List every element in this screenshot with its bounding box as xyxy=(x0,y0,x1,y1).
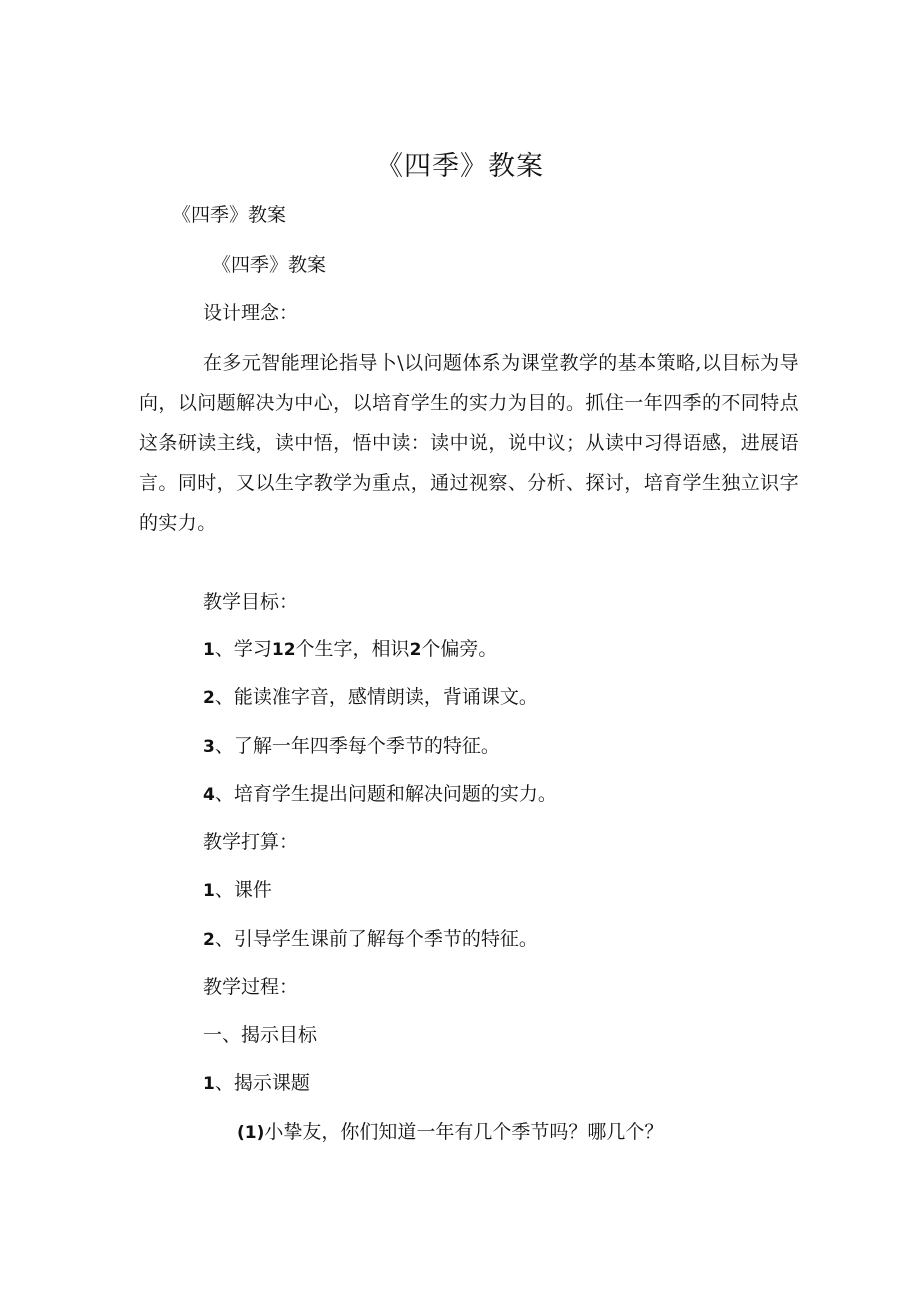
design-paragraph: 在多元智能理论指导卜\以问题体系为课堂教学的基本策略,以目标为导向，以问题解决为中心，以培育学生的实力为目的。抓住一年四季的不同特点这条研读主线，读中悟，悟中读：读中说，说中议；从读中习得语感，进展语言。同时，又以生字教学为重点，通过视察、分析、探讨，培育学生独立识字的实力。 xyxy=(139,352,799,534)
goal-1-number: 1 xyxy=(203,640,215,660)
goal-item-2 xyxy=(203,685,538,710)
prep-1-number: 1 xyxy=(203,881,215,901)
goal-3-number: 3 xyxy=(203,737,215,757)
prep-item-2 xyxy=(203,927,538,952)
section-1-heading: 一、揭示目标 xyxy=(203,1024,318,1046)
question-1 xyxy=(237,1120,663,1145)
goal-4-sep: 、 xyxy=(214,783,234,805)
step-1 xyxy=(203,1071,310,1096)
goal-1-text-c: 个偏旁。 xyxy=(421,638,498,660)
prep-2-text: 引导学生课前了解每个季节的特征。 xyxy=(233,928,538,950)
goal-2-sep: 、 xyxy=(214,686,234,708)
goal-1-text-a: 学习 xyxy=(233,638,272,660)
document-title: 《四季》教案 xyxy=(376,151,544,182)
subtitle-2: 《四季》教案 xyxy=(212,254,327,276)
step-1-number: 1 xyxy=(203,1074,215,1094)
prep-2-number: 2 xyxy=(203,930,215,950)
goal-2-number: 2 xyxy=(203,688,215,708)
prep-1-text: 课件 xyxy=(233,879,272,901)
goal-1-count-chars: 12 xyxy=(271,640,296,660)
prep-heading: 教学打算： xyxy=(203,831,299,853)
prep-2-sep: 、 xyxy=(214,928,234,950)
goal-item-3 xyxy=(203,734,500,759)
goal-item-1 xyxy=(203,637,497,662)
goals-heading: 教学目标： xyxy=(203,591,299,613)
step-1-sep: 、 xyxy=(214,1072,234,1094)
goal-4-number: 4 xyxy=(203,785,215,805)
goal-3-sep: 、 xyxy=(214,735,234,757)
prep-item-1 xyxy=(203,878,272,903)
goal-3-text: 了解一年四季每个季节的特征。 xyxy=(233,735,500,757)
question-1-text: 小挚友，你们知道一年有几个季节吗？哪几个？ xyxy=(264,1121,664,1143)
subtitle-1: 《四季》教案 xyxy=(172,204,287,226)
goal-2-text: 能读准字音，感情朗读，背诵课文。 xyxy=(233,686,538,708)
design-heading: 设计理念： xyxy=(203,302,299,324)
goal-1-sep: 、 xyxy=(214,638,234,660)
process-heading: 教学过程： xyxy=(203,976,299,998)
prep-1-sep: 、 xyxy=(214,879,234,901)
question-1-number: (1) xyxy=(237,1123,265,1143)
goal-1-text-b: 个生字，相识 xyxy=(295,638,410,660)
goal-4-text: 培育学生提出问题和解决问题的实力。 xyxy=(233,783,557,805)
goal-item-4 xyxy=(203,782,557,807)
goal-1-count-radicals: 2 xyxy=(409,640,422,660)
step-1-text: 揭示课题 xyxy=(233,1072,310,1094)
